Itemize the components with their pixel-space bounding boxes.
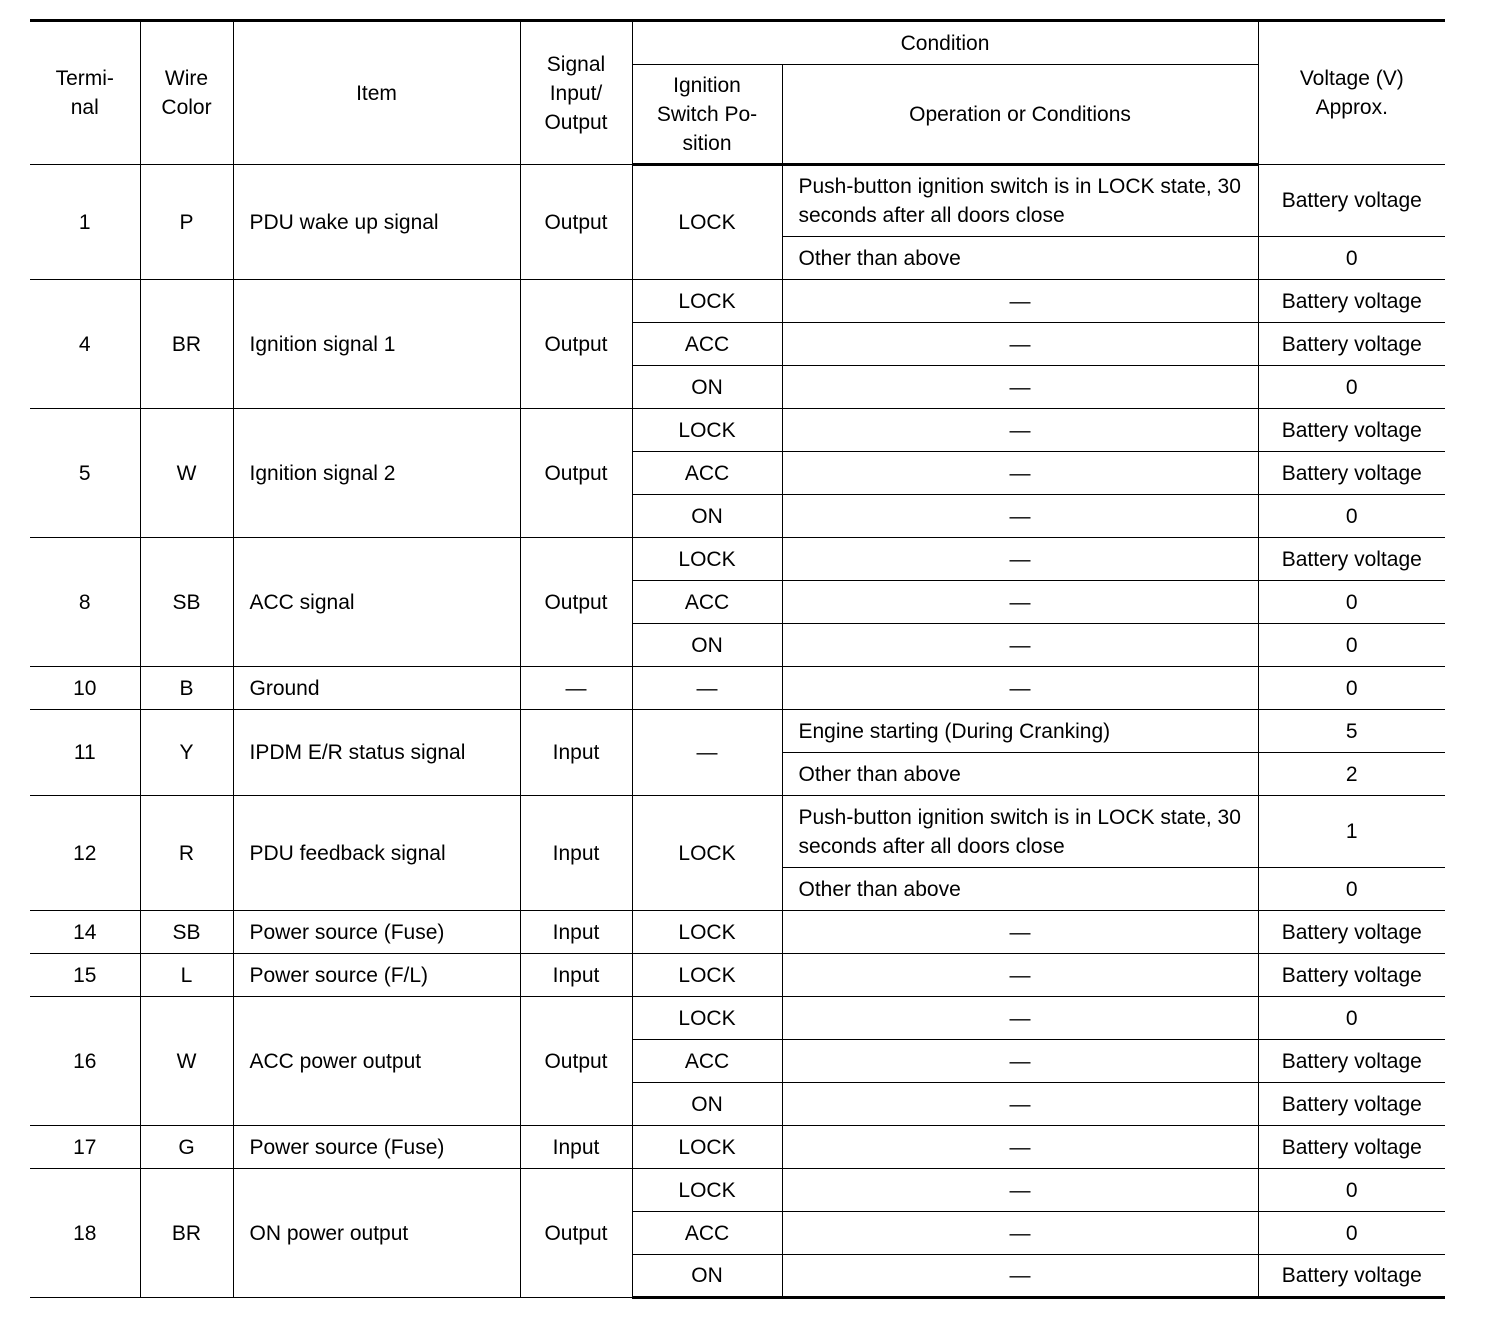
- header-wire-color: Wire Color: [140, 21, 233, 165]
- condition-cell: Other than above: [782, 237, 1258, 280]
- wire-color-cell: SB: [140, 538, 233, 667]
- condition-cell: Push-button ignition switch is in LOCK state, 30 seconds after all doors close: [782, 165, 1258, 237]
- signal-io-cell: Output: [520, 538, 632, 667]
- header-signal-io: Signal Input/ Output: [520, 21, 632, 165]
- ignition-position-cell: —: [632, 667, 782, 710]
- wire-color-cell: BR: [140, 280, 233, 409]
- wire-color-cell: P: [140, 165, 233, 280]
- condition-cell: —: [782, 911, 1258, 954]
- ignition-position-cell: LOCK: [632, 997, 782, 1040]
- header-item: Item: [233, 21, 520, 165]
- voltage-cell: 0: [1258, 366, 1445, 409]
- terminal-cell: 12: [30, 796, 140, 911]
- voltage-cell: Battery voltage: [1258, 1126, 1445, 1169]
- condition-cell: Other than above: [782, 753, 1258, 796]
- condition-cell: —: [782, 538, 1258, 581]
- voltage-cell: 0: [1258, 997, 1445, 1040]
- condition-cell: —: [782, 366, 1258, 409]
- ignition-position-cell: ON: [632, 366, 782, 409]
- table-row: [30, 280, 1445, 323]
- ignition-position-cell: —: [632, 710, 782, 796]
- table-row: [30, 710, 1445, 753]
- condition-cell: —: [782, 1169, 1258, 1212]
- condition-cell: —: [782, 997, 1258, 1040]
- ignition-position-cell: LOCK: [632, 796, 782, 911]
- terminal-cell: 10: [30, 667, 140, 710]
- ignition-position-cell: ACC: [632, 1212, 782, 1255]
- signal-io-cell: Output: [520, 165, 632, 280]
- table-row: [30, 538, 1445, 581]
- condition-cell: —: [782, 323, 1258, 366]
- voltage-cell: Battery voltage: [1258, 409, 1445, 452]
- ignition-position-cell: LOCK: [632, 409, 782, 452]
- voltage-cell: Battery voltage: [1258, 1040, 1445, 1083]
- header-operation-conditions: Operation or Conditions: [782, 65, 1258, 165]
- condition-cell: Push-button ignition switch is in LOCK state, 30 seconds after all doors close: [782, 796, 1258, 868]
- wire-color-cell: B: [140, 667, 233, 710]
- wire-color-cell: L: [140, 954, 233, 997]
- wire-color-cell: W: [140, 409, 233, 538]
- wire-color-cell: BR: [140, 1169, 233, 1298]
- terminal-cell: 17: [30, 1126, 140, 1169]
- item-cell: IPDM E/R status signal: [233, 710, 520, 796]
- ignition-position-cell: LOCK: [632, 165, 782, 280]
- signal-io-cell: Input: [520, 796, 632, 911]
- wire-color-cell: Y: [140, 710, 233, 796]
- terminal-cell: 1: [30, 165, 140, 280]
- signal-io-cell: Output: [520, 409, 632, 538]
- ignition-position-cell: ON: [632, 1255, 782, 1298]
- terminal-cell: 16: [30, 997, 140, 1126]
- voltage-cell: 2: [1258, 753, 1445, 796]
- ignition-position-cell: ON: [632, 495, 782, 538]
- item-cell: Ignition signal 1: [233, 280, 520, 409]
- header-terminal: Termi- nal: [30, 21, 140, 165]
- voltage-cell: Battery voltage: [1258, 165, 1445, 237]
- terminal-cell: 8: [30, 538, 140, 667]
- voltage-cell: 0: [1258, 624, 1445, 667]
- terminal-cell: 4: [30, 280, 140, 409]
- table-row: [30, 1169, 1445, 1212]
- condition-cell: —: [782, 581, 1258, 624]
- header-condition: Condition: [632, 21, 1258, 65]
- item-cell: Ignition signal 2: [233, 409, 520, 538]
- signal-io-cell: Input: [520, 954, 632, 997]
- item-cell: Ground: [233, 667, 520, 710]
- signal-io-cell: Input: [520, 710, 632, 796]
- item-cell: Power source (Fuse): [233, 1126, 520, 1169]
- condition-cell: —: [782, 1255, 1258, 1298]
- wire-color-cell: G: [140, 1126, 233, 1169]
- table-row: [30, 165, 1445, 237]
- voltage-cell: Battery voltage: [1258, 1255, 1445, 1298]
- terminal-cell: 5: [30, 409, 140, 538]
- voltage-cell: Battery voltage: [1258, 538, 1445, 581]
- signal-io-cell: Output: [520, 997, 632, 1126]
- ignition-position-cell: ACC: [632, 452, 782, 495]
- condition-cell: —: [782, 452, 1258, 495]
- wire-color-cell: R: [140, 796, 233, 911]
- condition-cell: —: [782, 667, 1258, 710]
- condition-cell: —: [782, 954, 1258, 997]
- item-cell: ACC signal: [233, 538, 520, 667]
- condition-cell: —: [782, 409, 1258, 452]
- table-row: [30, 997, 1445, 1040]
- voltage-cell: Battery voltage: [1258, 1083, 1445, 1126]
- voltage-cell: Battery voltage: [1258, 280, 1445, 323]
- terminal-inspection-table: [30, 19, 1445, 1299]
- condition-cell: —: [782, 1212, 1258, 1255]
- ignition-position-cell: LOCK: [632, 538, 782, 581]
- header-ignition-switch-position: Ignition Switch Po- sition: [632, 65, 782, 165]
- item-cell: Power source (F/L): [233, 954, 520, 997]
- voltage-cell: 0: [1258, 1212, 1445, 1255]
- condition-cell: —: [782, 624, 1258, 667]
- terminal-cell: 18: [30, 1169, 140, 1298]
- item-cell: Power source (Fuse): [233, 911, 520, 954]
- terminal-cell: 14: [30, 911, 140, 954]
- voltage-cell: Battery voltage: [1258, 452, 1445, 495]
- terminal-cell: 15: [30, 954, 140, 997]
- signal-io-cell: Input: [520, 1126, 632, 1169]
- signal-io-cell: Input: [520, 911, 632, 954]
- voltage-cell: 0: [1258, 667, 1445, 710]
- ignition-position-cell: ON: [632, 1083, 782, 1126]
- table-row: [30, 954, 1445, 997]
- ignition-position-cell: LOCK: [632, 1126, 782, 1169]
- table-row: [30, 667, 1445, 710]
- signal-io-cell: Output: [520, 1169, 632, 1298]
- voltage-cell: Battery voltage: [1258, 954, 1445, 997]
- condition-cell: —: [782, 280, 1258, 323]
- condition-cell: Other than above: [782, 868, 1258, 911]
- ignition-position-cell: LOCK: [632, 1169, 782, 1212]
- voltage-cell: 0: [1258, 495, 1445, 538]
- signal-io-cell: —: [520, 667, 632, 710]
- voltage-cell: 0: [1258, 1169, 1445, 1212]
- condition-cell: —: [782, 1040, 1258, 1083]
- voltage-cell: 0: [1258, 581, 1445, 624]
- ignition-position-cell: LOCK: [632, 280, 782, 323]
- ignition-position-cell: LOCK: [632, 911, 782, 954]
- terminal-cell: 11: [30, 710, 140, 796]
- ignition-position-cell: ACC: [632, 581, 782, 624]
- ignition-position-cell: LOCK: [632, 954, 782, 997]
- voltage-cell: 0: [1258, 868, 1445, 911]
- table-row: [30, 796, 1445, 868]
- signal-io-cell: Output: [520, 280, 632, 409]
- condition-cell: —: [782, 1126, 1258, 1169]
- voltage-cell: 0: [1258, 237, 1445, 280]
- voltage-cell: 1: [1258, 796, 1445, 868]
- table-row: [30, 409, 1445, 452]
- condition-cell: —: [782, 1083, 1258, 1126]
- ignition-position-cell: ON: [632, 624, 782, 667]
- table-row: [30, 1126, 1445, 1169]
- voltage-cell: 5: [1258, 710, 1445, 753]
- table-body: [30, 165, 1445, 1298]
- table-row: [30, 911, 1445, 954]
- condition-cell: —: [782, 495, 1258, 538]
- wire-color-cell: SB: [140, 911, 233, 954]
- item-cell: ACC power output: [233, 997, 520, 1126]
- ignition-position-cell: ACC: [632, 1040, 782, 1083]
- header-voltage: Voltage (V) Approx.: [1258, 21, 1445, 165]
- voltage-cell: Battery voltage: [1258, 911, 1445, 954]
- condition-cell: Engine starting (During Cranking): [782, 710, 1258, 753]
- wire-color-cell: W: [140, 997, 233, 1126]
- item-cell: PDU feedback signal: [233, 796, 520, 911]
- voltage-cell: Battery voltage: [1258, 323, 1445, 366]
- item-cell: PDU wake up signal: [233, 165, 520, 280]
- ignition-position-cell: ACC: [632, 323, 782, 366]
- item-cell: ON power output: [233, 1169, 520, 1298]
